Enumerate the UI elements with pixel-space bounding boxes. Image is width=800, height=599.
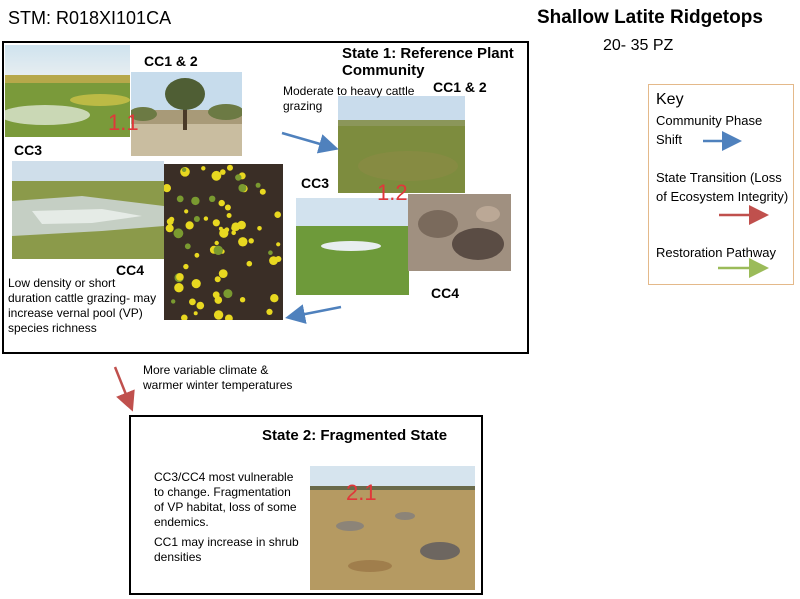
cc12-label-top: CC1 & 2 [144, 53, 198, 69]
cc3-label-left: CC3 [14, 142, 43, 158]
state-transition-arrow [115, 367, 131, 407]
phase-1-2-label: 1.2 [377, 180, 408, 205]
state2-title: State 2: Fragmented State [262, 427, 448, 444]
phase-shift-arrow-1-1-to-1-2 [282, 133, 334, 148]
moderate-grazing-note: Moderate to heavy cattle grazing [283, 84, 415, 113]
key-item-state-transition-label: State Transition (Loss of Ecosystem Integrity) [656, 170, 789, 204]
state2-shrub-note: CC1 may increase in shrub densities [154, 535, 299, 564]
precipitation-zone: 20- 35 PZ [603, 37, 674, 54]
key-item-phase-shift-label: Community Phase Shift [656, 113, 763, 147]
phase-1-1-label: 1.1 [108, 110, 139, 135]
cc12-label-right: CC1 & 2 [433, 79, 487, 95]
cc4-label-right: CC4 [431, 285, 460, 301]
state1-title: State 1: Reference Plant Community [342, 45, 514, 79]
key-item-restoration-label: Restoration Pathway [656, 245, 776, 260]
low-density-grazing-note: Low density or short duration cattle grazing- may increase vernal pool (VP) species richness [8, 276, 157, 335]
cc3-label-right: CC3 [301, 175, 330, 191]
cc4-label-left: CC4 [116, 262, 145, 278]
phase-2-1-label: 2.1 [346, 480, 377, 505]
phase-shift-arrow-1-2-to-1-1 [290, 307, 341, 317]
state2-vulnerability-note: CC3/CC4 most vulnerable to change. Fragmentation of VP habitat, loss of some endemics. [154, 470, 297, 529]
transition-note: More variable climate & warmer winter temperatures [143, 363, 293, 392]
key-title: Key [656, 91, 684, 108]
diagram-title: Shallow Latite Ridgetops [537, 7, 763, 28]
stm-code: STM: R018XI101CA [8, 8, 172, 28]
